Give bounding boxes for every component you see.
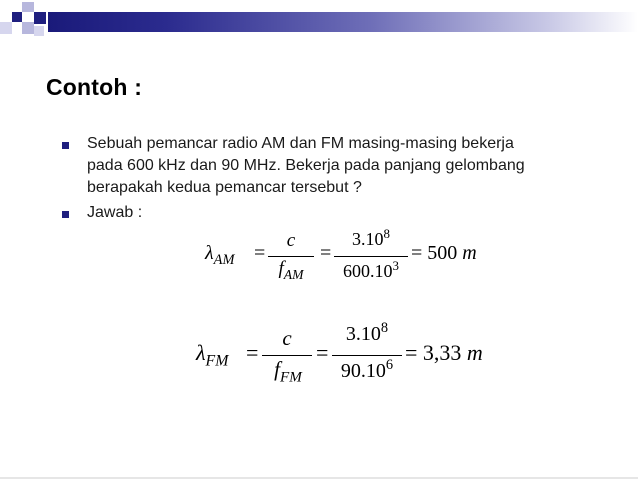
header-square (34, 12, 46, 24)
header-square (22, 22, 34, 34)
header-square (34, 26, 44, 36)
fraction-denominator: 600.10$^3$ (343, 258, 399, 282)
fraction-bar (334, 256, 408, 257)
lambda-symbol: $\lambda_{AM}$ (205, 242, 235, 269)
bullet-line: berapakah kedua pemancar tersebut ? (87, 179, 362, 196)
bullet-line: Sebuah pemancar radio AM dan FM masing-masing bekerja (87, 135, 514, 152)
fraction-bar (262, 355, 312, 356)
lambda-symbol: $\lambda_{FM}$ (196, 340, 229, 370)
fraction-numerator: c (282, 326, 292, 350)
fraction-bar (332, 355, 402, 356)
header-decoration (0, 0, 638, 40)
slide-title: Contoh : (46, 74, 143, 100)
equation-result: = 3,33 m (405, 340, 483, 365)
fraction-bar (268, 256, 314, 257)
equals-sign: = (316, 340, 329, 365)
bullet-text (87, 133, 617, 199)
bullet-square-icon (62, 211, 69, 218)
fraction-numerator: 3.10$^8$ (345, 320, 389, 345)
header-square (12, 12, 22, 22)
equals-sign: = (254, 242, 266, 264)
bullet-text (87, 202, 617, 224)
header-square (22, 2, 34, 12)
header-square (0, 22, 12, 34)
fraction-numerator: c (286, 230, 296, 251)
fraction-denominator: $f_{AM}$ (278, 258, 304, 282)
equals-sign: = (320, 242, 332, 264)
fraction-denominator: $f_{FM}$ (274, 357, 302, 386)
bullet-line: Jawab : (87, 204, 143, 221)
bullet-square-icon (62, 142, 69, 149)
bullet-line: pada 600 kHz dan 90 MHz. Bekerja pada panjang gelombang (87, 157, 525, 174)
fraction-denominator: 90.10$^6$ (340, 357, 394, 382)
equation-result: = 500 m (411, 242, 477, 264)
equals-sign: = (246, 340, 259, 365)
fraction-numerator: 3.10$^8$ (352, 226, 390, 250)
header-gradient-bar (48, 12, 638, 32)
